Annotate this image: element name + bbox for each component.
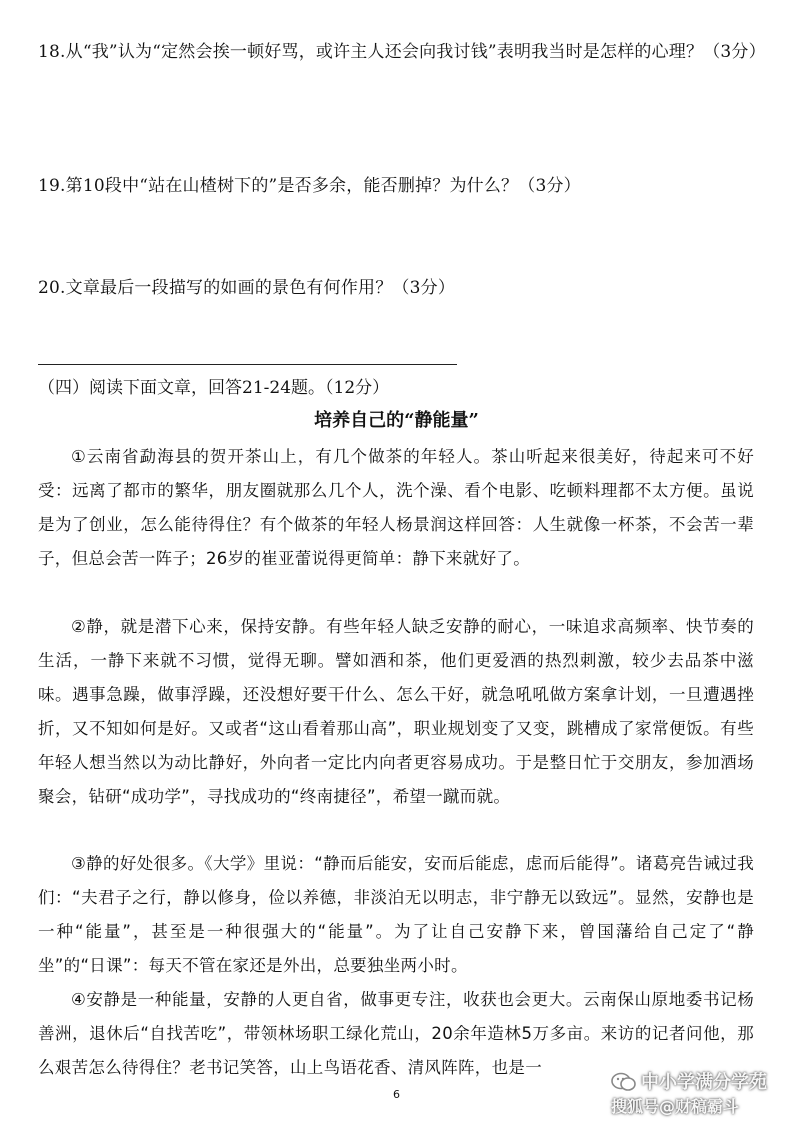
article-title: 培养自己的“静能量” bbox=[314, 410, 479, 431]
watermark-line-2: 搜狐号@财稿霸斗 bbox=[611, 1097, 740, 1116]
wechat-icon bbox=[611, 1072, 637, 1092]
paragraph-4: ④安静是一种能量，安静的人更自省，做事更专注，收获也会更大。云南保山原地委书记杨善洲，退休后“自找苦吃”，带领林场职工绿化荒山，20余年造林5万多亩。来访的记者问他，那么艰苦怎么待得住？老书记笑答，山上鸟语花香、清风阵阵，也是一 bbox=[38, 990, 754, 1077]
paragraph-3: ③静的好处很多。《大学》里说：“静而后能安，安而后能虑，虑而后能得”。诸葛亮告诫过我们：“夫君子之行，静以修身，俭以养德，非淡泊无以明志，非宁静无以致远”。显然，安静也是一种“能量”，甚至是一种很强大的“能量”。为了让自己安静下来，曾国藩给自己定了“静坐”的“日课”：每天不管在家还是外出，总要独坐两小时。 bbox=[38, 854, 754, 975]
watermark bbox=[611, 1068, 771, 1118]
question-20: 20.文章最后一段描写的如画的景色有何作用？（3分） bbox=[38, 278, 456, 298]
page-number: 6 bbox=[393, 1088, 400, 1101]
question-18: 18.从“我”认为“定然会挨一顿好骂，或许主人还会向我讨钱”表明我当时是怎样的心理？（3分） bbox=[38, 42, 766, 62]
question-19: 19.第10段中“站在山楂树下的”是否多余，能否删掉？为什么？（3分） bbox=[38, 176, 581, 196]
paragraph-1: ①云南省勐海县的贺开茶山上，有几个做茶的年轻人。茶山听起来很美好，待起来可不好受：远离了都市的繁华，朋友圈就那么几个人，洗个澡、看个电影、吃顿料理都不太方便。虽说是为了创业，怎么能待得住？有个做茶的年轻人杨景润这样回答：人生就像一杯茶，不会苦一辈子，但总会苦一阵子；26岁的崔亚蕾说得更简单：静下来就好了。 bbox=[38, 447, 754, 568]
watermark-line-1: 中小学满分学苑 bbox=[641, 1072, 767, 1093]
section-heading: （四）阅读下面文章，回答21-24题。（12分） bbox=[38, 378, 390, 398]
section-divider bbox=[38, 364, 457, 365]
paragraph-2: ②静，就是潜下心来，保持安静。有些年轻人缺乏安静的耐心，一味追求高频率、快节奏的生活，一静下来就不习惯，觉得无聊。譬如酒和茶，他们更爱酒的热烈刺激，较少去品茶中滋味。遇事急躁，做事浮躁，还没想好要干什么、怎么干好，就急吼吼做方案拿计划，一旦遭遇挫折，又不知如何是好。又或者“这山看着那山高”，职业规划变了又变，跳槽成了家常便饭。有些年轻人想当然以为动比静好，外向者一定比内向者更容易成功。于是整日忙于交朋友，参加酒场聚会，钻研“成功学”，寻找成功的“终南捷径”，希望一蹴而就。 bbox=[38, 617, 754, 806]
